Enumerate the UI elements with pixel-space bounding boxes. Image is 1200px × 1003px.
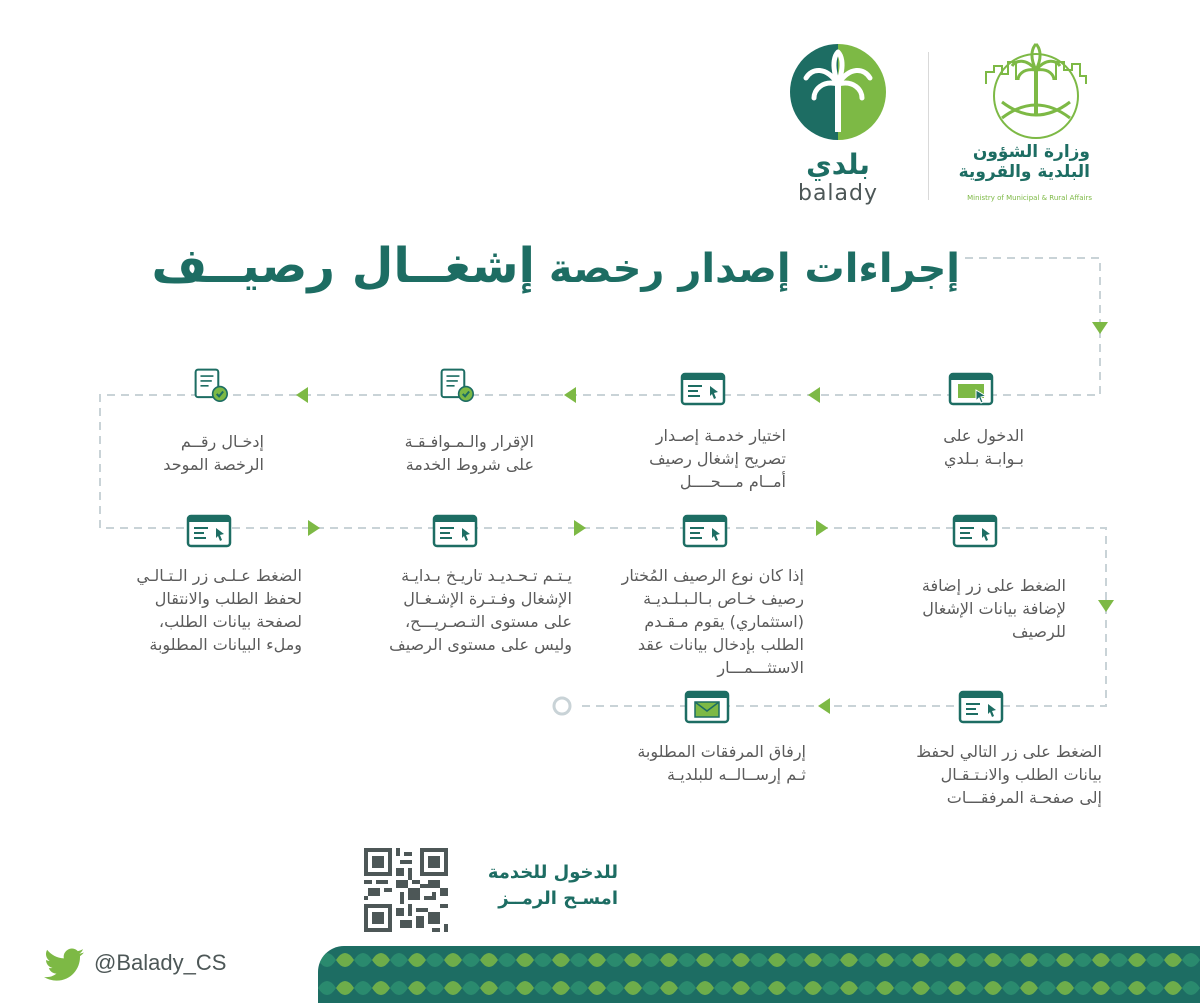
browser-window-icon	[680, 372, 726, 406]
browser-window-icon	[432, 514, 478, 548]
ministry-name-line1: وزارة الشؤون	[972, 142, 1090, 162]
arrow	[574, 520, 586, 536]
browser-cursor-icon	[958, 690, 1004, 724]
arrow	[1098, 600, 1114, 612]
step-9-text: الضغط على زر التالي لحفظ بيانات الطلب والانـتـقـال إلى صفحـة المرفقـــات	[916, 742, 1102, 807]
browser-window-icon	[682, 514, 728, 548]
arrow	[564, 387, 576, 403]
title-emphasis: إشغــال رصيــف	[151, 238, 535, 294]
browser-cursor-icon	[952, 514, 998, 548]
twitter-handle[interactable]: @Balady_CS	[94, 950, 227, 975]
browser-cursor-icon	[948, 372, 994, 406]
step-10-text: إرفاق المرفقات المطلوبة ثـم إرســالــه للبلديـة	[637, 742, 806, 784]
qr-caption	[458, 860, 618, 912]
step-2-text: اختيار خدمـة إصـدار تصريح إشغال رصيف أمــام مـــحــــل	[649, 426, 786, 491]
step-8-text: الضغط عـلـى زر الـتـالـي لحفظ الطلب والانتقال لصفحة بيانات الطلب، وملء البيانات المطلوبة	[136, 566, 302, 654]
arrow	[808, 387, 820, 403]
step-5-text: الضغط على زر إضافة لإضافة بيانات الإشغال للرصيف	[921, 576, 1066, 641]
ministry-name-line2: البلدية والقروية	[958, 162, 1090, 182]
step-4-text: إدخـال رقــم الرخصة الموحد	[163, 432, 264, 474]
flow-end-circle	[554, 698, 570, 714]
qr-caption-line1: للدخول للخدمة	[487, 862, 618, 883]
arrow	[296, 387, 308, 403]
step-6-text: إذا كان نوع الرصيف المُختار رصيف خـاص بـالـبـلـديـة (استثماري) يقوم مـقـدم الطلب بإدخال بيانات عقد الاستثـــمـــار	[621, 566, 804, 677]
step-1-text: الدخول على بـوابـة بـلدي	[943, 426, 1024, 468]
balady-name-en: balady	[797, 181, 879, 206]
title-prefix: إجراءات إصدار رخصة	[535, 246, 960, 292]
document-check-icon	[188, 368, 234, 402]
step-7-text: يـتـم تـحـديـد تاريـخ بـدايـة الإشغال وفـتـرة الإشـغـال على مستوى التـصـريـــح، وليس على مستوى الرصيف	[389, 566, 572, 654]
qr-caption-line2: امسـح الرمــز	[498, 888, 618, 909]
footer-pattern-band	[318, 946, 1200, 1003]
arrow	[308, 520, 320, 536]
document-check-icon	[434, 368, 480, 402]
balady-name-ar: بلدي	[806, 148, 870, 181]
twitter-icon[interactable]	[44, 948, 84, 982]
arrow	[818, 698, 830, 714]
qr-code[interactable]	[364, 848, 448, 932]
step-3-text: الإقرار والـمـوافـقـة على شروط الخدمة	[404, 432, 534, 474]
arrow	[816, 520, 828, 536]
ministry-name-en: Ministry of Municipal & Rural Affairs	[967, 194, 1092, 202]
browser-window-icon	[186, 514, 232, 548]
footer-pattern	[318, 946, 1200, 1003]
envelope-icon	[684, 690, 730, 724]
arrow	[1092, 322, 1108, 334]
